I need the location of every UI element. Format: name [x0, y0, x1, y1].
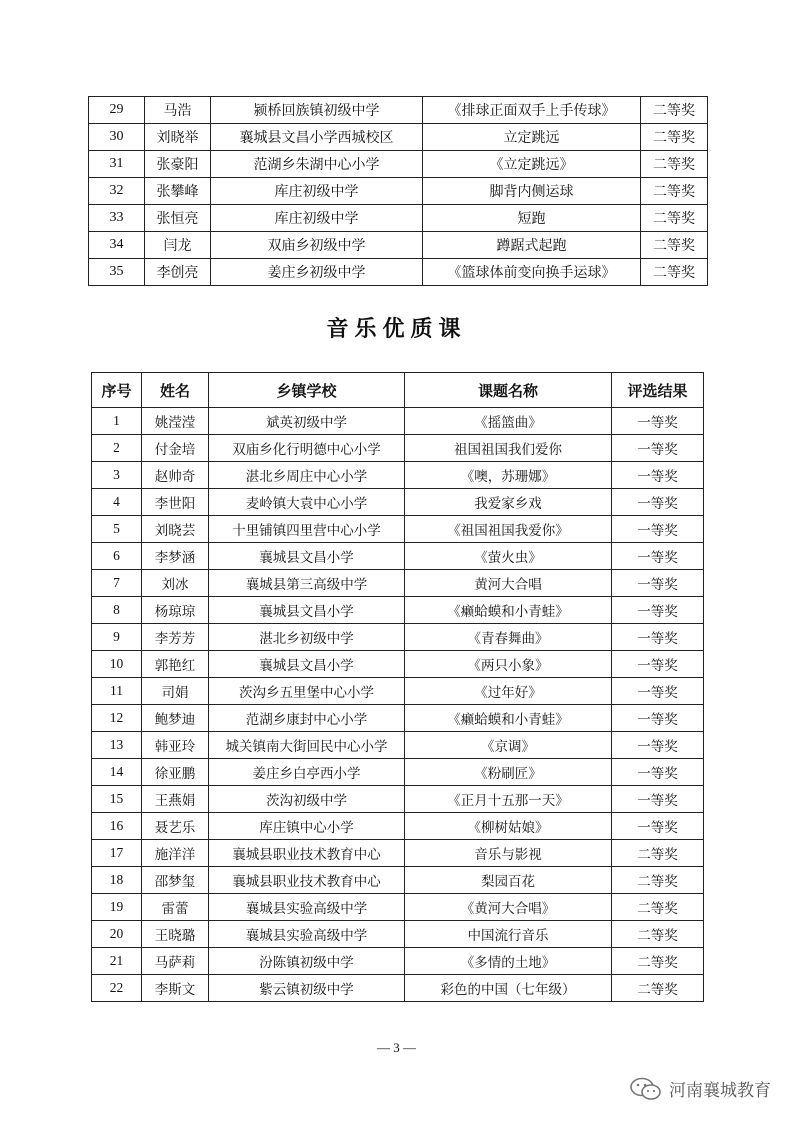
cell-result: 一等奖: [612, 759, 704, 786]
cell-school: 十里铺镇四里营中心小学: [209, 516, 405, 543]
cell-topic: 祖国祖国我们爱你: [405, 435, 612, 462]
cell-school: 襄城县职业技术教育中心: [209, 867, 405, 894]
cell-no: 4: [92, 489, 142, 516]
table-row: [92, 597, 704, 624]
cell-topic: 音乐与影视: [405, 840, 612, 867]
cell-topic: 短跑: [423, 205, 641, 232]
table-row: [92, 462, 704, 489]
wechat-watermark: [629, 1076, 771, 1101]
cell-result: 二等奖: [612, 921, 704, 948]
cell-school: 库庄镇中心小学: [209, 813, 405, 840]
cell-name: 郭艳红: [142, 651, 209, 678]
cell-topic: 《两只小象》: [405, 651, 612, 678]
watermark-text: 河南襄城教育: [669, 1081, 771, 1101]
cell-no: 12: [92, 705, 142, 732]
music-lesson-table: [91, 372, 704, 1002]
cell-name: 聂艺乐: [142, 813, 209, 840]
cell-result: 一等奖: [612, 408, 704, 435]
cell-result: 一等奖: [612, 651, 704, 678]
cell-name: 王晓璐: [142, 921, 209, 948]
cell-name: 马萨莉: [142, 948, 209, 975]
cell-topic: 我爱家乡戏: [405, 489, 612, 516]
cell-no: 35: [89, 259, 145, 286]
cell-school: 茨沟初级中学: [209, 786, 405, 813]
cell-result: 二等奖: [612, 894, 704, 921]
cell-school: 双庙乡化行明德中心小学: [209, 435, 405, 462]
cell-result: 一等奖: [612, 678, 704, 705]
cell-no: 10: [92, 651, 142, 678]
cell-school: 库庄初级中学: [211, 178, 423, 205]
cell-no: 34: [89, 232, 145, 259]
cell-school: 襄城县文昌小学: [209, 597, 405, 624]
table-row: [89, 232, 708, 259]
table-row: [89, 151, 708, 178]
cell-topic: 脚背内侧运球: [423, 178, 641, 205]
cell-name: 李斯文: [142, 975, 209, 1002]
cell-school: 斌英初级中学: [209, 408, 405, 435]
table-row: [92, 867, 704, 894]
cell-result: 二等奖: [641, 205, 708, 232]
cell-result: 一等奖: [612, 597, 704, 624]
cell-school: 汾陈镇初级中学: [209, 948, 405, 975]
cell-result: 一等奖: [612, 435, 704, 462]
cell-result: 二等奖: [641, 259, 708, 286]
cell-topic: 《柳树姑娘》: [405, 813, 612, 840]
cell-no: 5: [92, 516, 142, 543]
table-row: [92, 948, 704, 975]
cell-result: 二等奖: [612, 867, 704, 894]
cell-result: 二等奖: [641, 232, 708, 259]
cell-no: 2: [92, 435, 142, 462]
cell-name: 付金培: [142, 435, 209, 462]
cell-no: 20: [92, 921, 142, 948]
cell-topic: 《多情的土地》: [405, 948, 612, 975]
cell-name: 鲍梦迪: [142, 705, 209, 732]
table-row: [92, 975, 704, 1002]
cell-name: 闫龙: [145, 232, 211, 259]
cell-school: 襄城县第三高级中学: [209, 570, 405, 597]
table-row: [92, 813, 704, 840]
cell-topic: 中国流行音乐: [405, 921, 612, 948]
cell-no: 19: [92, 894, 142, 921]
cell-name: 刘冰: [142, 570, 209, 597]
cell-topic: 《萤火虫》: [405, 543, 612, 570]
cell-topic: 立定跳远: [423, 124, 641, 151]
cell-no: 3: [92, 462, 142, 489]
cell-result: 二等奖: [641, 151, 708, 178]
table-row: [92, 570, 704, 597]
cell-name: 赵帅奇: [142, 462, 209, 489]
page-number: — 3 —: [377, 1040, 416, 1055]
cell-school: 城关镇南大街回民中心小学: [209, 732, 405, 759]
table-row: [92, 921, 704, 948]
cell-name: 刘晓举: [145, 124, 211, 151]
cell-result: 一等奖: [612, 516, 704, 543]
header-school: 乡镇学校: [209, 373, 405, 408]
cell-school: 湛北乡初级中学: [209, 624, 405, 651]
cell-no: 22: [92, 975, 142, 1002]
cell-no: 13: [92, 732, 142, 759]
cell-result: 一等奖: [612, 786, 704, 813]
cell-topic: 彩色的中国（七年级）: [405, 975, 612, 1002]
table-row: [92, 651, 704, 678]
cell-topic: 《过年好》: [405, 678, 612, 705]
cell-no: 30: [89, 124, 145, 151]
header-name: 姓名: [142, 373, 209, 408]
cell-name: 徐亚鹏: [142, 759, 209, 786]
cell-school: 姜庄乡初级中学: [211, 259, 423, 286]
cell-school: 麦岭镇大袁中心小学: [209, 489, 405, 516]
cell-name: 李创亮: [145, 259, 211, 286]
table-row: [92, 705, 704, 732]
cell-name: 施洋洋: [142, 840, 209, 867]
cell-school: 双庙乡初级中学: [211, 232, 423, 259]
wechat-icon: [629, 1077, 663, 1101]
cell-topic: 《癞蛤蟆和小青蛙》: [405, 705, 612, 732]
cell-result: 一等奖: [612, 624, 704, 651]
table-row: [92, 759, 704, 786]
table-row: [92, 408, 704, 435]
cell-result: 一等奖: [612, 732, 704, 759]
cell-name: 张恒亮: [145, 205, 211, 232]
cell-result: 二等奖: [641, 178, 708, 205]
header-result: 评选结果: [612, 373, 704, 408]
cell-topic: 《青春舞曲》: [405, 624, 612, 651]
cell-school: 姜庄乡白亭西小学: [209, 759, 405, 786]
cell-school: 襄城县职业技术教育中心: [209, 840, 405, 867]
cell-no: 6: [92, 543, 142, 570]
cell-no: 33: [89, 205, 145, 232]
cell-no: 21: [92, 948, 142, 975]
cell-name: 邵梦玺: [142, 867, 209, 894]
cell-name: 杨琼琼: [142, 597, 209, 624]
table-row: [89, 97, 708, 124]
cell-topic: 《京调》: [405, 732, 612, 759]
cell-no: 32: [89, 178, 145, 205]
cell-name: 张豪阳: [145, 151, 211, 178]
section-title-music: 音乐优质课: [326, 316, 467, 342]
table-row: [92, 516, 704, 543]
table-row: [92, 624, 704, 651]
cell-topic: 《立定跳远》: [423, 151, 641, 178]
cell-topic: 《癞蛤蟆和小青蛙》: [405, 597, 612, 624]
cell-no: 15: [92, 786, 142, 813]
cell-topic: 《噢，苏珊娜》: [405, 462, 612, 489]
cell-result: 一等奖: [612, 462, 704, 489]
cell-no: 1: [92, 408, 142, 435]
cell-topic: 《黄河大合唱》: [405, 894, 612, 921]
header-no: 序号: [92, 373, 142, 408]
table-header-row: [92, 373, 704, 408]
cell-result: 二等奖: [612, 975, 704, 1002]
cell-no: 14: [92, 759, 142, 786]
cell-school: 湛北乡周庄中心小学: [209, 462, 405, 489]
cell-school: 颍桥回族镇初级中学: [211, 97, 423, 124]
cell-school: 襄城县实验高级中学: [209, 894, 405, 921]
header-topic: 课题名称: [405, 373, 612, 408]
cell-name: 韩亚玲: [142, 732, 209, 759]
table-row: [92, 732, 704, 759]
cell-no: 29: [89, 97, 145, 124]
table-row: [89, 178, 708, 205]
cell-topic: 《粉刷匠》: [405, 759, 612, 786]
cell-school: 紫云镇初级中学: [209, 975, 405, 1002]
physical-education-table-continued: [88, 96, 708, 286]
cell-result: 二等奖: [641, 124, 708, 151]
cell-no: 31: [89, 151, 145, 178]
cell-no: 7: [92, 570, 142, 597]
table-row: [92, 678, 704, 705]
table-row: [92, 786, 704, 813]
cell-name: 张攀峰: [145, 178, 211, 205]
table-row: [89, 124, 708, 151]
cell-school: 库庄初级中学: [211, 205, 423, 232]
cell-no: 9: [92, 624, 142, 651]
cell-result: 一等奖: [612, 543, 704, 570]
cell-school: 范湖乡康封中心小学: [209, 705, 405, 732]
cell-result: 一等奖: [612, 705, 704, 732]
cell-name: 李梦涵: [142, 543, 209, 570]
table-row: [92, 894, 704, 921]
cell-school: 襄城县实验高级中学: [209, 921, 405, 948]
table-row: [92, 543, 704, 570]
cell-no: 16: [92, 813, 142, 840]
cell-no: 17: [92, 840, 142, 867]
cell-name: 李芳芳: [142, 624, 209, 651]
cell-name: 王燕娟: [142, 786, 209, 813]
cell-name: 司娟: [142, 678, 209, 705]
cell-topic: 《摇篮曲》: [405, 408, 612, 435]
cell-school: 襄城县文昌小学: [209, 543, 405, 570]
cell-topic: 蹲踞式起跑: [423, 232, 641, 259]
cell-school: 范湖乡朱湖中心小学: [211, 151, 423, 178]
cell-topic: 梨园百花: [405, 867, 612, 894]
table-row: [92, 489, 704, 516]
cell-name: 马浩: [145, 97, 211, 124]
table-row: [89, 259, 708, 286]
cell-name: 姚滢滢: [142, 408, 209, 435]
cell-topic: 《篮球体前变向换手运球》: [423, 259, 641, 286]
cell-no: 18: [92, 867, 142, 894]
cell-result: 一等奖: [612, 570, 704, 597]
table-row: [92, 840, 704, 867]
cell-topic: 《正月十五那一天》: [405, 786, 612, 813]
table-row: [92, 435, 704, 462]
cell-result: 一等奖: [612, 489, 704, 516]
cell-school: 襄城县文昌小学西城校区: [211, 124, 423, 151]
cell-no: 11: [92, 678, 142, 705]
cell-topic: 《排球正面双手上手传球》: [423, 97, 641, 124]
cell-name: 雷蕾: [142, 894, 209, 921]
cell-name: 李世阳: [142, 489, 209, 516]
table-row: [89, 205, 708, 232]
cell-result: 二等奖: [612, 948, 704, 975]
cell-topic: 《祖国祖国我爱你》: [405, 516, 612, 543]
cell-school: 襄城县文昌小学: [209, 651, 405, 678]
cell-topic: 黄河大合唱: [405, 570, 612, 597]
cell-result: 二等奖: [612, 840, 704, 867]
cell-school: 茨沟乡五里堡中心小学: [209, 678, 405, 705]
cell-name: 刘晓芸: [142, 516, 209, 543]
cell-result: 二等奖: [641, 97, 708, 124]
cell-no: 8: [92, 597, 142, 624]
cell-result: 一等奖: [612, 813, 704, 840]
